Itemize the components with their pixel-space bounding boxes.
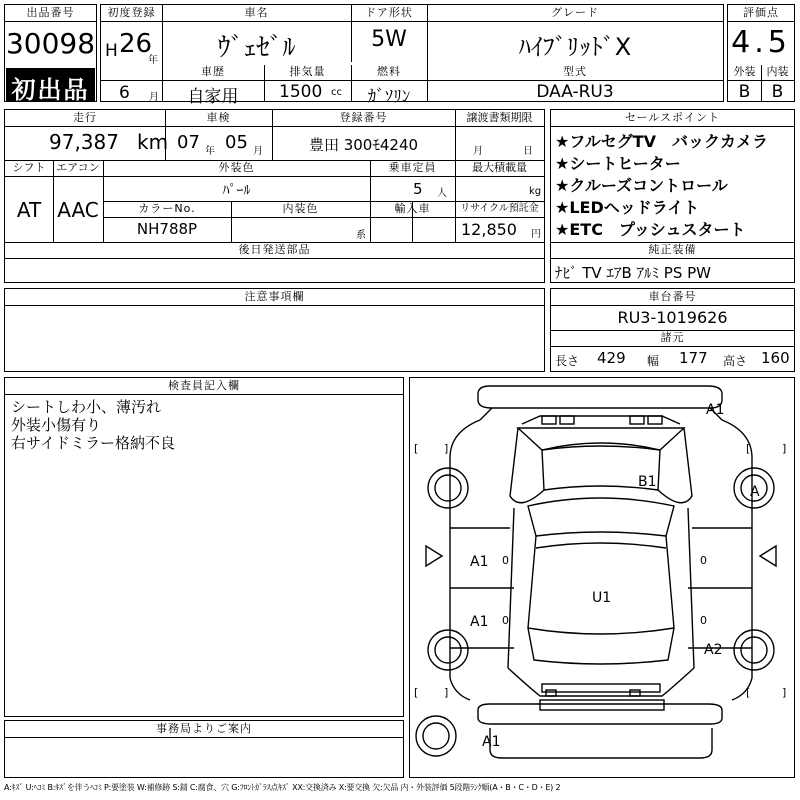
- mark-right-rear: A2: [704, 642, 723, 658]
- inspection-month: 05: [225, 132, 248, 153]
- recycle-label: リサイクル預託金: [460, 203, 539, 214]
- recycle-unit: 円: [531, 229, 541, 240]
- sales-point-1: ★フルセグTV バックカメラ: [555, 132, 769, 151]
- mark-left-rear-door: A1: [470, 614, 489, 630]
- sales-point-3: ★クルーズコントロール: [555, 176, 728, 195]
- rating-label: 評価点: [743, 6, 779, 19]
- first-reg-month: 6: [119, 83, 130, 103]
- grade: ﾊｲﾌﾞﾘｯﾄﾞX: [518, 33, 632, 61]
- exterior-grade: B: [738, 82, 751, 102]
- color-no: NH788P: [136, 220, 198, 238]
- model-label: 型式: [563, 65, 587, 78]
- vehicle-header: [100, 4, 724, 107]
- car-diagram: [409, 377, 795, 778]
- mark-front: A1: [706, 402, 725, 418]
- first-reg-label: 初度登録: [107, 6, 156, 19]
- zero-mark: 0: [700, 614, 707, 627]
- first-listing-badge: [6, 68, 95, 104]
- year-unit: 年: [148, 55, 158, 66]
- lot-box: [4, 4, 97, 102]
- fuel: ｶﾞｿﾘﾝ: [367, 87, 411, 107]
- exterior-label: 外装: [733, 65, 756, 78]
- lot-number: 30098: [5, 27, 96, 60]
- notes-box: [4, 288, 545, 372]
- length-value: 429: [597, 349, 626, 367]
- bracket-mark: ]: [782, 686, 787, 699]
- load-unit: kg: [529, 186, 542, 197]
- specs-label: 諸元: [660, 331, 685, 344]
- color-label: 外装色: [218, 161, 255, 174]
- legend: A:ｷｽﾞ U:ﾍｺﾐ B:ｷｽﾞを伴うﾍｺﾐ P:要塗装 W:補修跡 S:錆 C:腐食、穴 G:ﾌﾛﾝﾄｶﾞﾗｽ点ｷｽﾞ XX:交換済み X:要交換 欠:欠品 内・外装評価 5段階ﾗﾝｸ順(A・B・C・D・E) 2: [4, 783, 561, 792]
- exterior-color: ﾊﾟｰﾙ: [222, 183, 251, 199]
- bracket-mark: ]: [444, 442, 449, 455]
- transfer-label: 譲渡書類期限: [466, 111, 533, 124]
- mileage: 97,387: [49, 130, 119, 154]
- office-box: [4, 720, 404, 778]
- rating-box: [727, 4, 795, 102]
- color-no-label: カラーNo.: [138, 202, 196, 215]
- reg-number: 豊田 300ﾓ4240: [308, 136, 419, 154]
- month-unit: 月: [149, 92, 159, 103]
- history: 自家用: [187, 87, 239, 107]
- recycle-fee: 12,850: [461, 220, 517, 239]
- displacement-unit: cc: [331, 87, 342, 98]
- air-conditioner: AAC: [57, 198, 99, 222]
- mark-roof: U1: [592, 590, 612, 606]
- ac-label: エアコン: [56, 161, 100, 174]
- bracket-mark: [: [414, 686, 419, 699]
- equipment-value: ﾅﾋﾞ TV ｴｱB ｱﾙﾐ PS PW: [555, 264, 711, 282]
- length-label: 長さ: [555, 354, 580, 368]
- displacement-label: 排気量: [289, 65, 326, 78]
- import-label: 輸入車: [394, 202, 431, 215]
- height-value: 160: [761, 349, 790, 367]
- inspection-year: 07: [177, 132, 200, 153]
- bracket-mark: ]: [782, 442, 787, 455]
- width-value: 177: [679, 349, 708, 367]
- interior-grade: B: [771, 82, 784, 102]
- transfer-month-unit: 月: [473, 146, 483, 157]
- bracket-mark: [: [746, 686, 751, 699]
- chassis-box: [550, 288, 795, 372]
- inspector-line-1: シートしわ小、薄汚れ: [11, 398, 162, 416]
- car-name-label: 車名: [244, 6, 269, 19]
- mark-rear: A1: [482, 734, 501, 750]
- mark-hood: B1: [638, 474, 657, 490]
- inspector-box: [4, 377, 404, 717]
- chassis-label: 車台番号: [648, 290, 697, 303]
- interior-color-label: 内装色: [282, 202, 319, 215]
- bracket-mark: ]: [444, 686, 449, 699]
- inspection-month-unit: 月: [253, 146, 263, 157]
- chassis-number: RU3-1019626: [617, 308, 728, 327]
- mark-right-front-wheel: A: [750, 484, 760, 500]
- capacity-unit: 人: [437, 188, 447, 199]
- bracket-mark: [: [414, 442, 419, 455]
- inspector-label: 検査員記入欄: [168, 379, 240, 392]
- equipment-label: 純正装備: [648, 243, 697, 256]
- door-label: ドア形状: [365, 6, 413, 19]
- capacity: 5: [413, 180, 423, 198]
- shift: AT: [16, 198, 42, 222]
- later-parts-label: 後日発送部品: [238, 243, 311, 256]
- door-type: 5W: [371, 27, 407, 52]
- fuel-label: 燃料: [377, 65, 401, 78]
- height-label: 高さ: [723, 354, 748, 368]
- mileage-unit: km: [137, 130, 169, 154]
- model: DAA-RU3: [536, 82, 614, 102]
- grade-label: グレード: [551, 6, 599, 19]
- interior-label: 内装: [766, 65, 789, 78]
- office-label: 事務局よりご案内: [156, 722, 252, 735]
- inspector-line-3: 右サイドミラー格納不良: [11, 434, 175, 452]
- car-body-outline: [410, 378, 794, 777]
- inspection-year-unit: 年: [205, 146, 215, 157]
- zero-mark: 0: [502, 554, 509, 567]
- first-reg-year: 26: [119, 29, 153, 59]
- zero-mark: 0: [700, 554, 707, 567]
- displacement: 1500: [279, 82, 323, 102]
- mileage-label: 走行: [73, 111, 97, 124]
- inspection-label: 車検: [206, 111, 231, 124]
- era: H: [105, 41, 118, 61]
- sales-points-label: セールスポイント: [624, 111, 720, 124]
- rating-score: 4.5: [731, 25, 791, 60]
- shift-label: シフト: [12, 161, 46, 174]
- zero-mark: 0: [502, 614, 509, 627]
- sales-point-2: ★シートヒーター: [555, 154, 681, 173]
- inspector-line-2: 外装小傷有り: [11, 416, 102, 434]
- interior-color-unit: 系: [356, 230, 366, 241]
- reg-label: 登録番号: [339, 111, 388, 124]
- details-table: [4, 109, 545, 283]
- notes-label: 注意事項欄: [244, 290, 305, 303]
- sales-point-4: ★LEDヘッドライト: [555, 198, 700, 217]
- capacity-label: 乗車定員: [388, 161, 437, 174]
- load-label: 最大積載量: [472, 161, 527, 174]
- mark-left-front-door: A1: [470, 554, 489, 570]
- lot-label: 出品番号: [26, 6, 75, 19]
- bracket-mark: [: [746, 442, 751, 455]
- width-label: 幅: [647, 354, 660, 368]
- first-listing-text: 初出品: [11, 76, 90, 104]
- history-label: 車歴: [201, 65, 225, 78]
- transfer-day-unit: 日: [523, 146, 533, 157]
- sales-point-5: ★ETC プッシュスタート: [555, 220, 746, 239]
- sales-points-box: [550, 109, 795, 283]
- car-name: ｳﾞｪｾﾞﾙ: [217, 33, 296, 63]
